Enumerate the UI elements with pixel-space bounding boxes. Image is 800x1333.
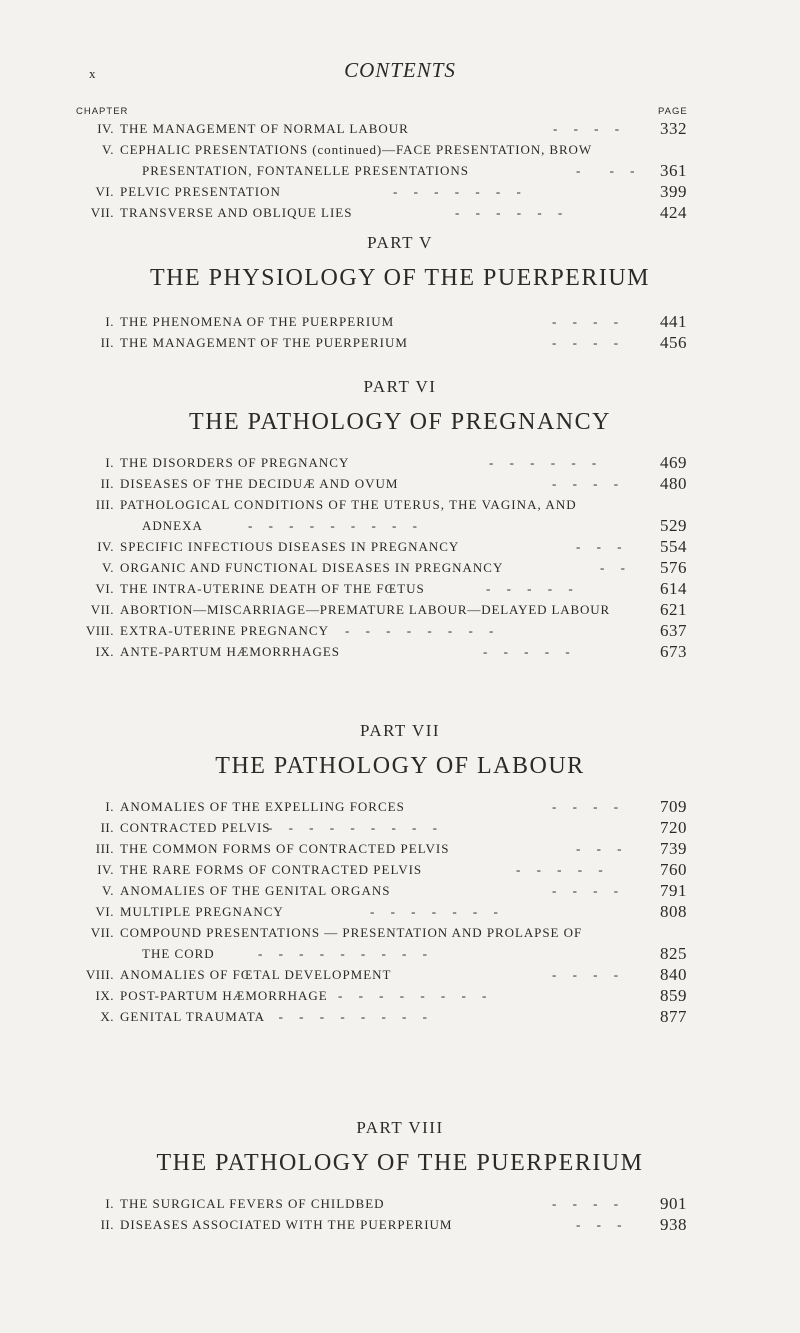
toc-entry	[58, 600, 708, 621]
chapter-title-line1: PATHOLOGICAL CONDITIONS OF THE UTERUS, THE VAGINA, AND	[120, 497, 577, 512]
part-vii	[0, 716, 800, 1026]
chapter-column-header: CHAPTER	[76, 106, 129, 117]
chapter-number: I.	[105, 455, 114, 470]
page-ref: 529	[660, 516, 687, 535]
page-ref: 361	[660, 161, 687, 180]
chapter-title: ABORTION—MISCARRIAGE—PREMATURE LABOUR—DELAYED LABOUR	[120, 602, 611, 617]
page-ref: 441	[660, 312, 687, 331]
page-ref: 720	[660, 818, 687, 837]
leader-dashes: - - - -	[552, 967, 619, 982]
toc-entry	[58, 1007, 708, 1028]
part-title: THE PATHOLOGY OF THE PUERPERIUM	[156, 1150, 644, 1176]
leader-dashes: - - - -	[552, 799, 619, 814]
leader-dashes: - - - - -	[483, 644, 570, 659]
toc-entry-continuation	[58, 944, 708, 965]
leader-dashes: - - -	[576, 841, 622, 856]
chapter-number: I.	[105, 314, 114, 329]
chapter-title-line2: ADNEXA	[142, 518, 203, 533]
chapter-number: IV.	[97, 539, 114, 554]
leader-dashes: - - - -	[552, 335, 619, 350]
leader-dashes: - - - - - - - - -	[258, 946, 427, 961]
chapter-number: VIII.	[85, 967, 114, 982]
chapter-number: IX.	[95, 988, 114, 1003]
chapter-number: X.	[100, 1009, 114, 1024]
page-ref: 901	[660, 1194, 687, 1213]
chapter-title-line2: THE CORD	[142, 946, 215, 961]
chapter-title: ANOMALIES OF THE GENITAL ORGANS	[120, 883, 391, 898]
toc-entry	[58, 558, 708, 579]
toc-entry	[58, 818, 708, 839]
toc-entry	[58, 453, 708, 474]
chapter-number: II.	[100, 335, 114, 350]
chapter-number: V.	[102, 883, 114, 898]
leader-dashes: - - - -	[552, 883, 619, 898]
part-entries	[58, 1194, 708, 1236]
page-ref: 399	[660, 182, 687, 201]
part-heading	[0, 228, 800, 298]
leader-dashes: - - - - - -	[455, 205, 563, 220]
toc-entry	[58, 621, 708, 642]
page-ref: 859	[660, 986, 687, 1005]
chapter-title: THE MANAGEMENT OF NORMAL LABOUR	[120, 121, 409, 136]
leader-dashes: - - - - - - - - -	[258, 1009, 427, 1024]
leader-dashes: - - - - - - - - -	[268, 820, 437, 835]
part-vi	[0, 372, 800, 661]
chapter-number: VI.	[95, 904, 114, 919]
chapter-title: THE SURGICAL FEVERS OF CHILDBED	[120, 1196, 385, 1211]
page-ref: 760	[660, 860, 687, 879]
toc-entry	[58, 986, 708, 1007]
leader-dashes: - - - - - - - -	[338, 988, 487, 1003]
part-label: PART VII	[359, 721, 441, 740]
chapter-title: GENITAL TRAUMATA	[120, 1009, 265, 1024]
page-ref: 614	[660, 579, 687, 598]
toc-entry	[58, 1194, 708, 1215]
page-ref: 709	[660, 797, 687, 816]
chapter-title: EXTRA-UTERINE PREGNANCY	[120, 623, 329, 638]
page-ref: 621	[660, 600, 687, 619]
leader-dashes: - - -	[576, 1217, 622, 1232]
chapter-number: VII.	[90, 602, 114, 617]
leader-dashes: - - - - - - - -	[345, 623, 494, 638]
chapter-number: III.	[95, 841, 114, 856]
part-label: PART VIII	[356, 1118, 444, 1137]
chapter-number: II.	[100, 820, 114, 835]
page-ref: 637	[660, 621, 687, 640]
part-v	[0, 228, 800, 352]
chapter-number: IV.	[97, 862, 114, 877]
page-ref: 673	[660, 642, 687, 661]
leader-dashes: - - -	[576, 539, 622, 554]
part-entries	[58, 453, 708, 663]
leader-dashes: - - - -	[552, 314, 619, 329]
page-ref: 791	[660, 881, 687, 900]
toc-entry	[58, 965, 708, 986]
part-title: THE PATHOLOGY OF LABOUR	[215, 753, 585, 779]
toc-entry	[58, 203, 708, 224]
toc-entry	[58, 140, 708, 161]
leader-dashes: - - - - -	[516, 862, 603, 877]
leader-dashes: - - - - - - -	[370, 904, 498, 919]
chapter-title: MULTIPLE PREGNANCY	[120, 904, 284, 919]
toc-entry	[58, 182, 708, 203]
page-ref: 469	[660, 453, 687, 472]
chapter-title-line1: COMPOUND PRESENTATIONS — PRESENTATION AND PROLAPSE OF	[120, 925, 583, 940]
part-entries	[58, 797, 708, 1028]
chapter-number: VI.	[95, 581, 114, 596]
page-header	[0, 58, 800, 88]
chapter-title: SPECIFIC INFECTIOUS DISEASES IN PREGNANCY	[120, 539, 460, 554]
leader-dashes: - - - -	[552, 1196, 619, 1211]
chapter-title: PELVIC PRESENTATION	[120, 184, 281, 199]
chapter-title: POST-PARTUM HÆMORRHAGE	[120, 988, 328, 1003]
page-ref: 840	[660, 965, 687, 984]
chapter-number: IX.	[95, 644, 114, 659]
leader-dashes: - -	[600, 560, 625, 575]
chapter-title-line1: CEPHALIC PRESENTATIONS (continued)—FACE PRESENTATION, BROW	[120, 142, 593, 157]
leader-dashes: - - - -	[552, 476, 619, 491]
part-title: THE PATHOLOGY OF PREGNANCY	[189, 409, 611, 435]
chapter-title: DISEASES ASSOCIATED WITH THE PUERPERIUM	[120, 1217, 453, 1232]
leader-dashes: - - -	[576, 163, 635, 178]
chapter-title: ANOMALIES OF THE EXPELLING FORCES	[120, 799, 405, 814]
part-heading	[0, 716, 800, 786]
part-iv-entries	[58, 119, 708, 224]
page-ref: 576	[660, 558, 687, 577]
part-viii	[0, 1113, 800, 1234]
chapter-number: I.	[105, 1196, 114, 1211]
toc-entry	[58, 312, 708, 333]
running-title: CONTENTS	[344, 58, 456, 82]
chapter-title: CONTRACTED PELVIS	[120, 820, 271, 835]
toc-entry	[58, 579, 708, 600]
toc-entry	[58, 495, 708, 516]
page-number: x	[89, 66, 96, 81]
toc-entry	[58, 642, 708, 663]
toc-entry-continuation	[58, 161, 708, 182]
leader-dashes: - - - - - -	[489, 455, 597, 470]
page-ref: 456	[660, 333, 687, 352]
toc-entry	[58, 474, 708, 495]
chapter-number: II.	[100, 1217, 114, 1232]
part-heading	[0, 372, 800, 442]
chapter-number: III.	[95, 497, 114, 512]
toc-entry	[58, 797, 708, 818]
chapter-title: ORGANIC AND FUNCTIONAL DISEASES IN PREGNANCY	[120, 560, 504, 575]
toc-entry	[58, 119, 708, 140]
chapter-title: THE RARE FORMS OF CONTRACTED PELVIS	[120, 862, 423, 877]
chapter-number: VII.	[90, 925, 114, 940]
part-heading	[0, 1113, 800, 1183]
chapter-number: II.	[100, 476, 114, 491]
chapter-number: VII.	[90, 205, 114, 220]
chapter-title: THE DISORDERS OF PREGNANCY	[120, 455, 350, 470]
chapter-title: ANOMALIES OF FŒTAL DEVELOPMENT	[120, 967, 392, 982]
chapter-title: DISEASES OF THE DECIDUÆ AND OVUM	[120, 476, 399, 491]
part-entries	[58, 312, 708, 354]
toc-entry	[58, 881, 708, 902]
toc-entry	[58, 902, 708, 923]
chapter-title: ANTE-PARTUM HÆMORRHAGES	[120, 644, 341, 659]
chapter-number: I.	[105, 799, 114, 814]
page-ref: 938	[660, 1215, 687, 1234]
chapter-title: THE INTRA-UTERINE DEATH OF THE FŒTUS	[120, 581, 425, 596]
chapter-number: VIII.	[85, 623, 114, 638]
toc-entry	[58, 1215, 708, 1236]
chapter-title: TRANSVERSE AND OBLIQUE LIES	[120, 205, 353, 220]
leader-dashes: - - - - - - -	[393, 184, 521, 199]
toc-entry	[58, 333, 708, 354]
page-ref: 554	[660, 537, 687, 556]
leader-dashes: - - - - - - - - -	[248, 518, 417, 533]
leader-dashes: - - - - -	[486, 581, 573, 596]
chapter-title: THE COMMON FORMS OF CONTRACTED PELVIS	[120, 841, 450, 856]
chapter-title: THE PHENOMENA OF THE PUERPERIUM	[120, 314, 395, 329]
page-ref: 808	[660, 902, 687, 921]
page-ref: 877	[660, 1007, 687, 1026]
leader-dashes: - - - -	[553, 121, 620, 136]
page-ref: 825	[660, 944, 687, 963]
toc-entry	[58, 860, 708, 881]
chapter-number: IV.	[97, 121, 114, 136]
page-ref: 424	[660, 203, 687, 222]
chapter-title: THE MANAGEMENT OF THE PUERPERIUM	[120, 335, 408, 350]
toc-entry	[58, 537, 708, 558]
part-title: THE PHYSIOLOGY OF THE PUERPERIUM	[149, 265, 651, 291]
chapter-title-line2: PRESENTATION, FONTANELLE PRESENTATIONS	[142, 163, 470, 178]
page-ref: 739	[660, 839, 687, 858]
page-ref: 480	[660, 474, 687, 493]
page-ref: 332	[660, 119, 687, 138]
chapter-number: VI.	[95, 184, 114, 199]
toc-entry-continuation	[58, 516, 708, 537]
chapter-number: V.	[102, 560, 114, 575]
part-label: PART VI	[363, 377, 437, 396]
page-column-header: PAGE	[658, 106, 688, 117]
toc-entry	[58, 839, 708, 860]
toc-entry	[58, 923, 708, 944]
chapter-number: V.	[102, 142, 114, 157]
part-label: PART V	[367, 233, 433, 252]
